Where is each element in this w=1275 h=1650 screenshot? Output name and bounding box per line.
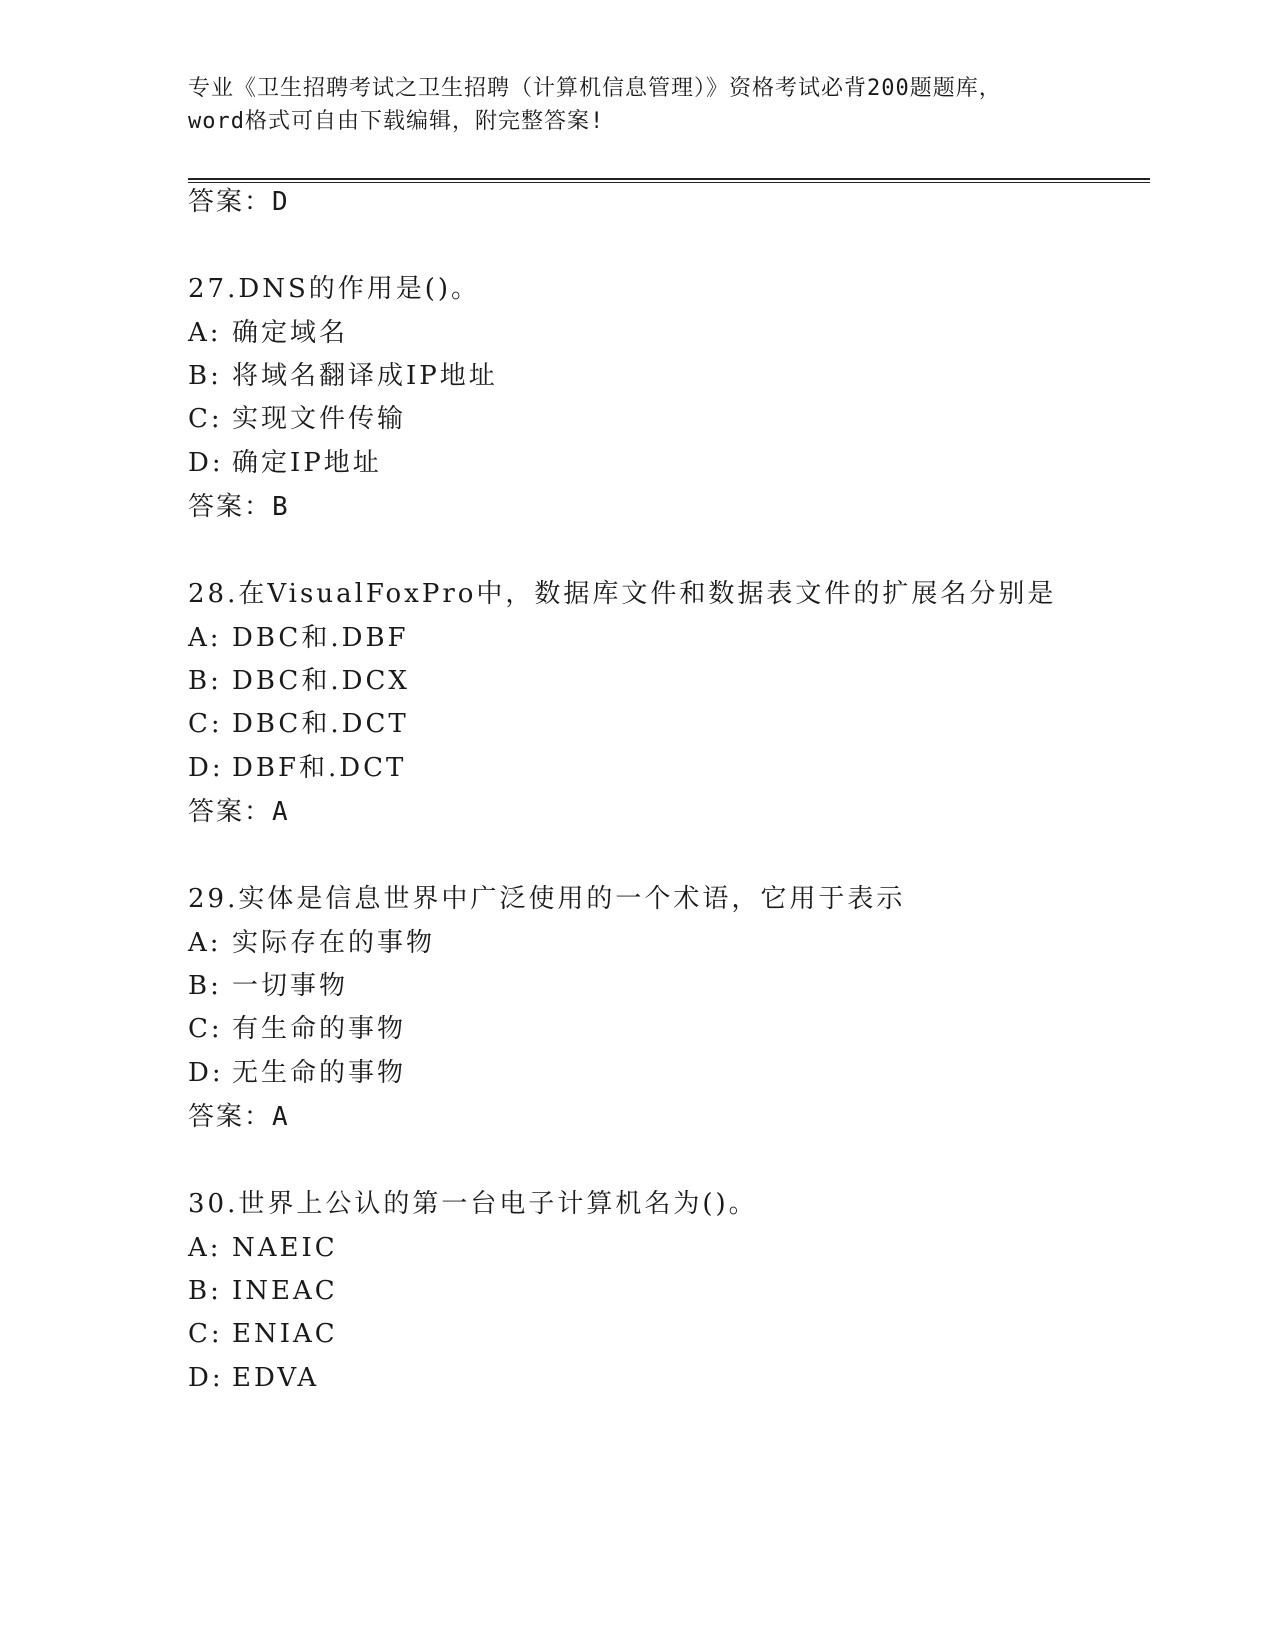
- option-key: D:: [188, 1058, 224, 1088]
- option-key: A:: [188, 928, 222, 958]
- option-text: NAEIC: [232, 1233, 338, 1263]
- option-text: DBC和.DCX: [232, 666, 410, 696]
- option-text: DBC和.DCT: [232, 709, 409, 739]
- answer-29: 答案：A: [188, 1102, 290, 1132]
- option-key: A:: [188, 623, 222, 653]
- option-key: B:: [188, 971, 222, 1001]
- option-text: DBF和.DCT: [232, 753, 407, 783]
- header-divider: [188, 178, 1150, 183]
- option-text: 确定IP地址: [232, 448, 382, 478]
- option-key: C:: [188, 1014, 223, 1044]
- option-key: B:: [188, 666, 222, 696]
- option-text: 有生命的事物: [232, 1014, 407, 1044]
- question-29-option-a: [188, 925, 435, 961]
- question-29-option-c: [188, 1011, 406, 1047]
- option-key: C:: [188, 404, 223, 434]
- option-key: A:: [188, 1233, 222, 1263]
- option-text: EDVA: [232, 1363, 320, 1393]
- question-29-option-d: [188, 1055, 406, 1091]
- question-27-stem: 27.DNS的作用是()。: [188, 274, 481, 304]
- answer-26: 答案：D: [188, 187, 290, 217]
- question-27-option-d: [188, 445, 382, 481]
- option-key: C:: [188, 1319, 223, 1349]
- question-28-stem: 28.在VisualFoxPro中，数据库文件和数据表文件的扩展名分别是: [188, 579, 1057, 609]
- document-header: [188, 72, 1088, 138]
- question-28-option-a: [188, 620, 409, 656]
- option-key: D:: [188, 448, 224, 478]
- question-30-option-d: [188, 1360, 319, 1396]
- option-text: 无生命的事物: [232, 1058, 407, 1088]
- question-28-option-c: [188, 706, 409, 742]
- header-line-1: 专业《卫生招聘考试之卫生招聘（计算机信息管理）》资格考试必背200题题库，: [188, 76, 1002, 101]
- option-key: D:: [188, 1363, 224, 1393]
- option-text: 一切事物: [232, 971, 349, 1001]
- option-text: 实际存在的事物: [232, 928, 436, 958]
- option-key: B:: [188, 361, 222, 391]
- answer-27: 答案：B: [188, 492, 290, 522]
- question-29-option-b: [188, 968, 348, 1004]
- question-27-option-c: [188, 401, 406, 437]
- option-text: 确定域名: [232, 318, 349, 348]
- question-30-option-b: [188, 1273, 338, 1309]
- question-29-stem: 29.实体是信息世界中广泛使用的一个术语，它用于表示: [188, 884, 906, 914]
- option-key: B:: [188, 1276, 222, 1306]
- question-28-option-d: [188, 750, 406, 786]
- answer-28: 答案：A: [188, 797, 290, 827]
- header-line-2: word格式可自由下载编辑，附完整答案!: [188, 109, 605, 134]
- option-text: ENIAC: [232, 1319, 338, 1349]
- option-text: DBC和.DBF: [232, 623, 409, 653]
- question-27-option-b: [188, 358, 498, 394]
- option-key: C:: [188, 709, 223, 739]
- question-30-option-a: [188, 1230, 338, 1266]
- question-28-option-b: [188, 663, 410, 699]
- option-key: A:: [188, 318, 222, 348]
- question-27-option-a: [188, 315, 348, 351]
- option-key: D:: [188, 753, 224, 783]
- question-30-stem: 30.世界上公认的第一台电子计算机名为()。: [188, 1189, 758, 1219]
- option-text: INEAC: [232, 1276, 338, 1306]
- option-text: 将域名翻译成IP地址: [232, 361, 498, 391]
- option-text: 实现文件传输: [232, 404, 407, 434]
- question-30-option-c: [188, 1316, 338, 1352]
